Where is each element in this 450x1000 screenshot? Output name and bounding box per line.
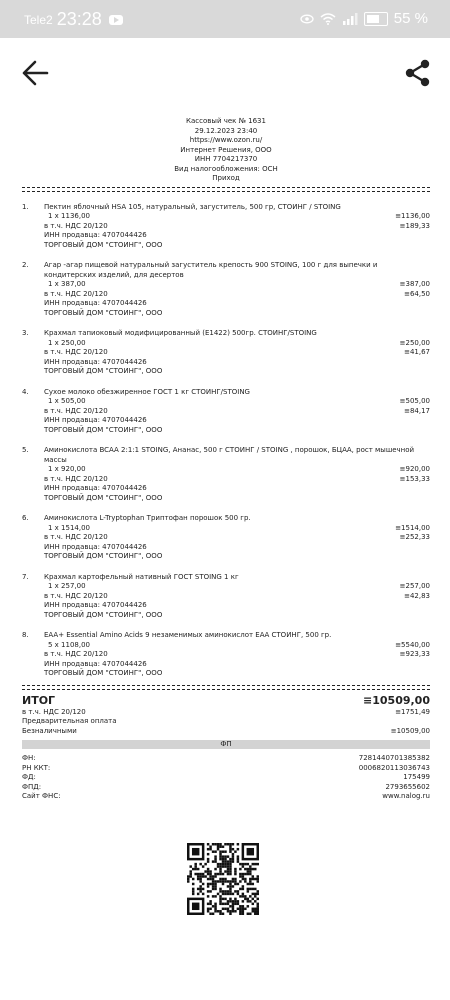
- item-vat: ≡84,17: [404, 406, 430, 415]
- prepayment-label: Предварительная оплата: [22, 717, 117, 725]
- receipt-item: [22, 446, 430, 503]
- item-qty: 1 x 1514,00: [48, 523, 90, 532]
- item-seller-inn: ИНН продавца: 4707044426: [44, 416, 147, 424]
- cashless-label: Безналичными: [22, 726, 77, 735]
- receipt-item: [22, 203, 430, 251]
- item-name: Агар -агар пищевой натуральный загуститель крепость 900 STOING, 100 г для выпечки и кондитерских изделий, для десертов: [44, 261, 378, 279]
- share-icon[interactable]: [404, 58, 432, 88]
- item-qty-row: [44, 339, 430, 349]
- item-body: [44, 388, 430, 436]
- fp-row: [22, 792, 430, 802]
- item-number: 6.: [22, 514, 29, 522]
- item-number: 7.: [22, 572, 29, 581]
- item-seller: ТОРГОВЫЙ ДОМ "СТОИНГ", ООО: [44, 610, 163, 619]
- receipt-item: [22, 329, 430, 377]
- item-seller-inn: ИНН продавца: 4707044426: [44, 659, 147, 668]
- receipt-header-line: https://www.ozon.ru/: [189, 136, 263, 144]
- receipt-header-line: Приход: [212, 174, 240, 182]
- item-amount: ≡5540,00: [395, 640, 430, 649]
- item-name: Аминокислота L-Tryptophan Триптофан порошок 500 гр.: [44, 514, 251, 522]
- item-seller: ТОРГОВЫЙ ДОМ "СТОИНГ", ООО: [44, 425, 163, 434]
- divider: [22, 191, 430, 192]
- item-vat-row: [44, 533, 430, 543]
- item-number: 5.: [22, 446, 29, 454]
- total-value: ≡10509,00: [363, 693, 430, 707]
- item-qty-row: [44, 582, 430, 592]
- fp-rows: [22, 754, 430, 802]
- item-vat: ≡189,33: [399, 221, 430, 230]
- item-seller-inn: ИНН продавца: 4707044426: [44, 357, 147, 366]
- item-body: [44, 573, 430, 621]
- receipt-item: [22, 261, 430, 318]
- item-seller: ТОРГОВЫЙ ДОМ "СТОИНГ", ООО: [44, 493, 163, 502]
- item-vat-label: в т.ч. НДС 20/120: [44, 533, 108, 541]
- status-bar: [0, 0, 450, 38]
- item-body: [44, 514, 430, 562]
- item-number: 1.: [22, 202, 29, 211]
- qr-code[interactable]: [187, 843, 259, 915]
- item-vat-row: [44, 475, 430, 485]
- item-qty: 1 x 257,00: [48, 582, 86, 590]
- divider: [22, 187, 430, 188]
- wifi-icon: [320, 13, 336, 25]
- total-vat-label: в т.ч. НДС 20/120: [22, 707, 86, 716]
- receipt-header-line: ИНН 7704217370: [194, 155, 258, 163]
- item-seller: ТОРГОВЫЙ ДОМ "СТОИНГ", ООО: [44, 240, 163, 249]
- receipt-item: [22, 573, 430, 621]
- receipt-item: [22, 388, 430, 436]
- battery-percent: 55 %: [393, 10, 428, 27]
- arrow-left-icon[interactable]: [20, 58, 50, 88]
- receipt-header: [22, 117, 430, 184]
- cashless-row: [22, 727, 430, 737]
- item-vat: ≡64,50: [404, 289, 430, 298]
- item-vat: ≡923,33: [399, 650, 430, 658]
- carrier-name: Tele2: [24, 12, 53, 27]
- item-qty-row: [44, 524, 430, 534]
- item-body: [44, 631, 430, 679]
- item-seller-inn: ИНН продавца: 4707044426: [44, 484, 147, 492]
- item-number: 8.: [22, 631, 29, 639]
- item-vat-label: в т.ч. НДС 20/120: [44, 474, 108, 483]
- fp-row: [22, 754, 430, 764]
- receipt-header-line: Вид налогообложения: ОСН: [174, 164, 278, 173]
- app-bar: [0, 38, 450, 108]
- item-qty-row: [44, 465, 430, 475]
- item-body: [44, 329, 430, 377]
- receipt-item: [22, 631, 430, 679]
- divider: [22, 685, 430, 686]
- receipt-header-line: 29.12.2023 23:40: [194, 126, 258, 135]
- item-qty: 1 x 1136,00: [48, 212, 90, 220]
- item-amount: ≡505,00: [399, 397, 430, 405]
- fp-value: 2793655602: [385, 782, 430, 791]
- item-seller: ТОРГОВЫЙ ДОМ "СТОИНГ", ООО: [44, 552, 163, 560]
- cashless-value: ≡10509,00: [390, 726, 430, 735]
- item-amount: ≡387,00: [399, 280, 430, 288]
- receipt-item: [22, 514, 430, 562]
- item-vat-row: [44, 348, 430, 358]
- item-vat: ≡252,33: [399, 533, 430, 541]
- item-vat-label: в т.ч. НДС 20/120: [44, 289, 108, 298]
- receipt-items: [22, 203, 430, 679]
- fp-value: 7281440701385382: [358, 754, 430, 762]
- item-vat: ≡153,33: [399, 474, 430, 483]
- item-amount: ≡257,00: [399, 582, 430, 590]
- receipt-header-line: Кассовый чек № 1631: [186, 117, 266, 125]
- item-vat-row: [44, 407, 430, 417]
- youtube-notification-icon: [109, 15, 123, 25]
- item-qty: 5 x 1108,00: [48, 640, 90, 649]
- item-seller: ТОРГОВЫЙ ДОМ "СТОИНГ", ООО: [44, 669, 163, 677]
- item-body: [44, 446, 430, 503]
- item-vat-label: в т.ч. НДС 20/120: [44, 348, 108, 356]
- receipt-header-line: Интернет Решения, ООО: [180, 145, 272, 154]
- fp-label: ФН:: [22, 754, 36, 762]
- item-seller-inn: ИНН продавца: 4707044426: [44, 299, 147, 307]
- receipt: [22, 117, 430, 802]
- fp-row: [22, 773, 430, 783]
- item-amount: ≡1514,00: [395, 523, 430, 532]
- fp-value: 175499: [403, 773, 430, 781]
- item-name: Пектин яблочный HSA 105, натуральный, загуститель, 500 гр, СТОИНГ / STOING: [44, 202, 341, 211]
- item-vat: ≡42,83: [404, 591, 430, 600]
- item-amount: ≡920,00: [399, 465, 430, 473]
- total-vat-value: ≡1751,49: [395, 707, 430, 716]
- item-name: Аминокислота BCAA 2:1:1 STOING, Ананас, 500 г СТОИНГ / STOING , порошок, БЦАА, рост мышечной массы: [44, 446, 415, 464]
- total-vat-row: [22, 708, 430, 718]
- eye-icon: [300, 14, 314, 24]
- item-seller-inn: ИНН продавца: 4707044426: [44, 542, 147, 551]
- item-name: EAA+ Essential Amino Acids 9 незаменимых аминокислот ЕАА СТОИНГ, 500 гр.: [44, 631, 332, 639]
- fp-row: [22, 764, 430, 774]
- fp-value: 0006820113036743: [358, 763, 430, 772]
- fp-row: [22, 783, 430, 793]
- item-qty: 1 x 387,00: [48, 280, 86, 288]
- item-vat-label: в т.ч. НДС 20/120: [44, 591, 108, 600]
- item-vat-row: [44, 592, 430, 602]
- battery-icon: [364, 12, 388, 26]
- item-seller-inn: ИНН продавца: 4707044426: [44, 231, 147, 239]
- item-number: 2.: [22, 261, 29, 269]
- status-right: [300, 10, 428, 27]
- item-body: [44, 203, 430, 251]
- item-seller: ТОРГОВЫЙ ДОМ "СТОИНГ", ООО: [44, 308, 163, 317]
- item-qty-row: [44, 641, 430, 651]
- item-vat-label: в т.ч. НДС 20/120: [44, 406, 108, 415]
- item-name: Сухое молоко обезжиренное ГОСТ 1 кг СТОИНГ/STOING: [44, 387, 250, 396]
- item-vat-row: [44, 222, 430, 232]
- item-amount: ≡1136,00: [395, 212, 430, 220]
- item-vat-label: в т.ч. НДС 20/120: [44, 650, 108, 658]
- item-number: 4.: [22, 387, 29, 396]
- item-vat-row: [44, 650, 430, 660]
- item-amount: ≡250,00: [399, 338, 430, 347]
- fp-label: ФПД:: [22, 782, 42, 791]
- fp-bar: ФП: [22, 740, 430, 749]
- status-left: [24, 9, 123, 30]
- item-vat-label: в т.ч. НДС 20/120: [44, 221, 108, 230]
- fp-value: www.nalog.ru: [382, 792, 430, 800]
- item-qty: 1 x 505,00: [48, 397, 86, 405]
- item-body: [44, 261, 430, 318]
- signal-icon: [342, 13, 358, 25]
- prepayment-row: [22, 717, 430, 727]
- total-row: [22, 694, 430, 708]
- item-number: 3.: [22, 329, 29, 337]
- item-qty: 1 x 250,00: [48, 338, 86, 347]
- item-qty-row: [44, 397, 430, 407]
- item-seller: ТОРГОВЫЙ ДОМ "СТОИНГ", ООО: [44, 367, 163, 375]
- item-qty-row: [44, 280, 430, 290]
- fp-label: Сайт ФНС:: [22, 792, 61, 800]
- item-vat-row: [44, 290, 430, 300]
- item-qty: 1 x 920,00: [48, 465, 86, 473]
- item-name: Крахмал тапиоковый модифицированный (E1422) 500гр. СТОИНГ/STOING: [44, 329, 317, 337]
- fp-label: РН ККТ:: [22, 763, 51, 772]
- item-qty-row: [44, 212, 430, 222]
- status-time: 23:28: [56, 9, 102, 29]
- item-name: Крахмал картофельный нативный ГОСТ STOING 1 кг: [44, 572, 239, 581]
- divider: [22, 689, 430, 690]
- item-seller-inn: ИНН продавца: 4707044426: [44, 601, 147, 609]
- fp-label: ФД:: [22, 773, 36, 781]
- total-label: ИТОГ: [22, 693, 56, 707]
- item-vat: ≡41,67: [404, 348, 430, 356]
